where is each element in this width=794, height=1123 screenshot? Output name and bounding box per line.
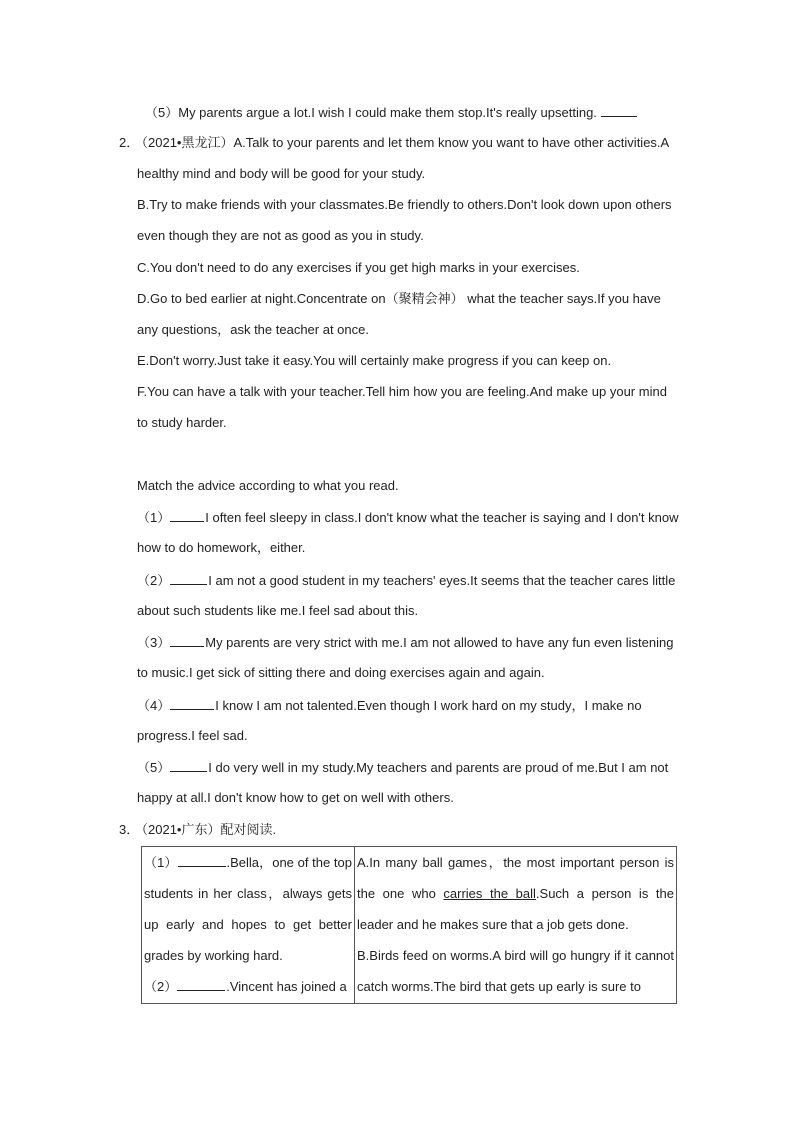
item-label: （1）: [144, 855, 178, 870]
right-column-cell: [355, 847, 677, 1004]
q2-item-1-line2: how to do homework，either.: [137, 540, 306, 555]
q2-option-d-line2: any questions，ask the teacher at once.: [137, 322, 369, 337]
q2-item-2-line1: [137, 571, 675, 590]
item-text: I know I am not talented.Even though I work hard on my study，I make no: [215, 698, 642, 713]
item-text: I am not a good student in my teachers' eyes.It seems that the teacher cares little: [208, 573, 676, 588]
item-text: I do very well in my study.My teachers and parents are proud of me.But I am not: [208, 760, 669, 775]
item-label: （1）: [137, 510, 171, 525]
question-2-number: 2．: [119, 135, 140, 150]
item-text: .Bella，one of the top students in her class，always gets up early and hopes to get better grades by working hard.: [144, 855, 353, 963]
q2-option-a-line2: healthy mind and body will be good for your study.: [137, 166, 426, 181]
item-label: （3）: [137, 635, 171, 650]
q2-option-a-line1: [135, 134, 669, 152]
q2-item-4-line2: progress.I feel sad.: [137, 728, 248, 743]
item-text: My parents argue a lot.I wish I could make them stop.It's really upsetting.: [178, 105, 597, 120]
q2-item-5-line2: happy at all.I don't know how to get on well with others.: [137, 790, 454, 805]
answer-blank[interactable]: [170, 508, 204, 522]
item-label: （2）: [137, 573, 171, 588]
item-text: I often feel sleepy in class.I don't know what the teacher is saying and I don't know: [205, 510, 679, 525]
q2-item-3-line2: to music.I get sick of sitting there and doing exercises again and again.: [137, 665, 545, 680]
q2-item-4-line1: [137, 696, 642, 715]
q2-option-f-line1: F.You can have a talk with your teacher.Tell him how you are feeling.And make up your mind: [137, 384, 667, 399]
option-a-text-end: .Such a person is the leader and he makes sure that a job gets done.: [357, 886, 674, 932]
answer-blank[interactable]: [170, 696, 214, 710]
option-a-underlined: carries the ball: [443, 886, 536, 901]
answer-blank[interactable]: [178, 853, 226, 867]
item-label: （4）: [137, 698, 171, 713]
q2-option-e: E.Don't worry.Just take it easy.You will certainly make progress if you can keep on.: [137, 353, 612, 368]
matching-table: [141, 846, 677, 1004]
item-text: My parents are very strict with me.I am not allowed to have any fun even listening: [205, 635, 674, 650]
q2-option-b-line2: even though they are not as good as you in study.: [137, 228, 424, 243]
q2-item-5-line1: [137, 758, 668, 777]
item-text: .Vincent has joined a: [226, 979, 347, 994]
q2-item-1-line1: [137, 508, 678, 527]
answer-blank[interactable]: [170, 571, 207, 585]
question-3-number: 3．: [119, 822, 140, 837]
item-label: （5）: [137, 760, 171, 775]
left-column-cell: [142, 847, 355, 1004]
q2-instruction: Match the advice according to what you read.: [137, 478, 399, 493]
q2-option-c: C.You don't need to do any exercises if you get high marks in your exercises.: [137, 260, 580, 275]
option-b-text: B.Birds feed on worms.A bird will go hungry if it cannot catch worms.The bird that gets up early is sure to: [357, 948, 674, 994]
table-row: [142, 847, 677, 1004]
answer-blank[interactable]: [170, 758, 207, 772]
item-label: （2）: [144, 979, 178, 994]
answer-blank[interactable]: [170, 633, 204, 647]
question-2-source: （2021•黑龙江）: [135, 135, 234, 150]
left-column-text: [144, 847, 352, 1002]
answer-blank[interactable]: [177, 977, 225, 991]
q2-option-b-line1: B.Try to make friends with your classmates.Be friendly to others.Don't look down upon others: [137, 197, 672, 212]
q1-item-5: [145, 103, 638, 122]
option-a-text: A.In many ball games，the most important person is the one who: [357, 855, 674, 901]
item-label: （5）: [145, 105, 179, 120]
q2-option-d-line1: D.Go to bed earlier at night.Concentrate on（聚精会神） what the teacher says.If you have: [137, 291, 661, 306]
question-3-source: （2021•广东）配对阅读.: [135, 822, 277, 837]
q2-item-3-line1: [137, 633, 673, 652]
option-a-text: A.Talk to your parents and let them know you want to have other activities.A: [233, 135, 670, 150]
q2-option-f-line2: to study harder.: [137, 415, 227, 430]
q2-item-2-line2: about such students like me.I feel sad about this.: [137, 603, 419, 618]
answer-blank[interactable]: [601, 103, 637, 117]
right-column-text: [357, 847, 674, 1002]
